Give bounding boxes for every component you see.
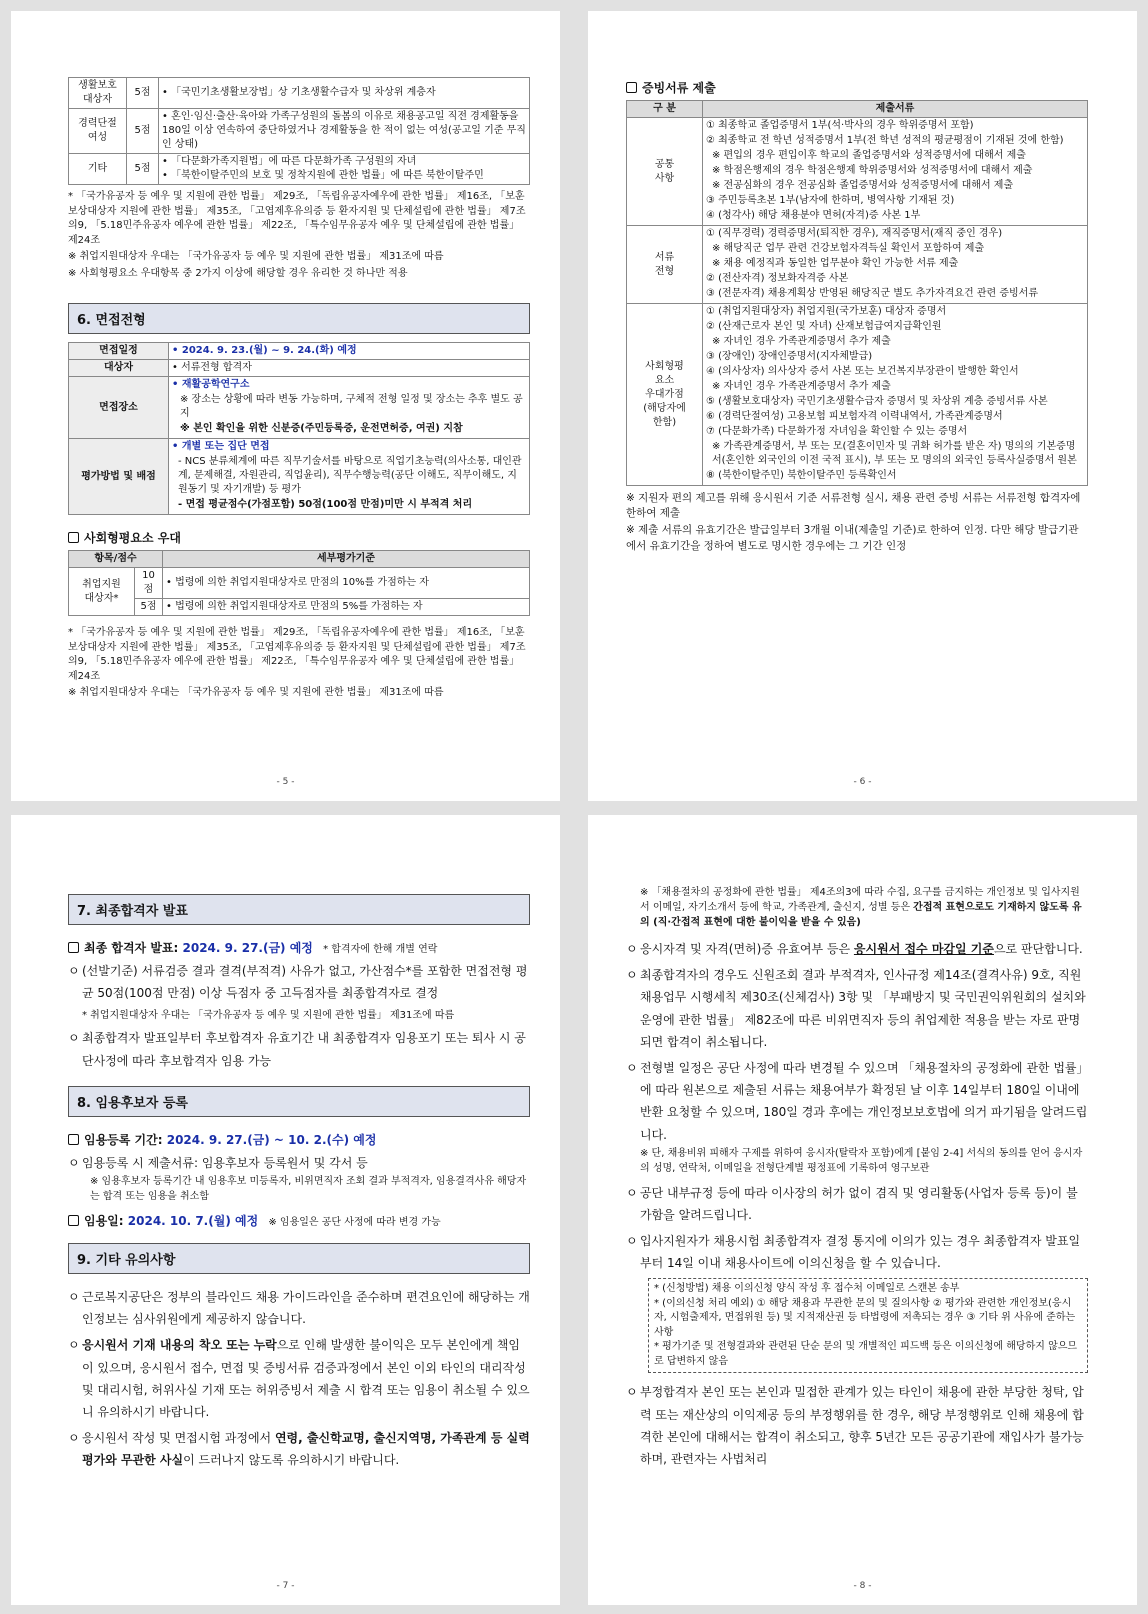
bullet-icon: ㅇ (626, 942, 638, 956)
page-number: - 7 - (276, 1581, 295, 1591)
doc-item: ② (전산자격) 정보화자격증 사본 (706, 273, 849, 284)
place-note: ※ 본인 확인을 위한 신분증(주민등록증, 운전면허증, 여권) 지참 (180, 423, 463, 434)
list-item: ㅇ 임용등록 시 제출서류: 임용후보자 등록원서 및 각서 등 (68, 1152, 530, 1174)
row-label: 평가방법 및 배점 (69, 439, 169, 515)
box-item: * (이의신청 처리 예외) ① 해당 채용과 무관한 문의 및 질의사항 ② 평가와 관련한 개인정보(응시자, 시험출제자, 면접위원 등) 및 지적재산권 등 타법령에 저촉되는 경우 ③ 기타 위 사유에 준하는 사항 (654, 1297, 1076, 1338)
table-header (69, 551, 530, 568)
row-label: 면접일정 (69, 343, 169, 360)
list-item: ㅇ 응시원서 기재 내용의 착오 또는 누락으로 인해 발생한 불이익은 모두 본인에게 책임이 있으며, 응시원서 접수, 면접 및 증빙서류 검증과정에서 본인 이외 타인의 대리작성 및 대리시험, 허위사실 기재 또는 허위증빙서 제출 시 합격 또는 임용이 취소될 수 있으니 유의하시기 바랍니다. (68, 1334, 530, 1423)
method-main: • 개별 또는 집단 면접 (172, 441, 270, 452)
note: * 「국가유공자 등 예우 및 지원에 관한 법률」 제29조, 「독립유공자예우에 관한 법률」 제16조, 「보훈보상대상자 지원에 관한 법률」 제35조, 「고엽제후유의증 등 환자지원 및 단체설립에 관한 법률」 제7조의9, 「5.18민주유공자 예우에 관한 법률」 제22조, 「특수임무유공자 예우 및 단체설립에 관한 법률」 제24조 (68, 191, 526, 246)
notes-1 (68, 190, 530, 281)
list-item: ㅇ 전형별 일정은 공단 사정에 따라 변경될 수 있으며 「채용절차의 공정화에 관한 법률」에 따라 원본으로 제출된 서류는 채용여부가 확정된 날 이후 14일부터 180일 이내에 반환 요청할 수 있으며, 180일 경과 후에는 개인정보보호법에 의거 파기됨을 알려드립니다. (626, 1057, 1088, 1146)
table-row (627, 118, 1088, 226)
row-points: 5점 (127, 78, 159, 109)
row-text: • 「국민기초생활보장법」상 기초생활수급자 및 차상위 계층자 (159, 78, 530, 109)
note: * 「국가유공자 등 예우 및 지원에 관한 법률」 제29조, 「독립유공자예우에 관한 법률」 제16조, 「보훈보상대상자 지원에 관한 법률」 제35조, 「고엽제후유의증 등 환자지원 및 단체설립에 관한 법률」 제7조의9, 「5.18민주유공자 예우에 관한 법률」 제22조, 「특수임무유공자 예우 및 단체설립에 관한 법률」 제24조 (68, 627, 526, 682)
table-row (627, 226, 1088, 304)
bullet-icon: ㅇ (626, 1234, 638, 1249)
table-row (69, 439, 530, 515)
header-cell: 세부평가기준 (163, 551, 530, 568)
list-item: ㅇ 응시자격 및 자격(면허)증 유효여부 등은 응시원서 접수 마감일 기준으로 판단합니다. (626, 938, 1088, 960)
doc-item: ⑧ (북한이탈주민) 북한이탈주민 등록확인서 (706, 470, 897, 481)
row-text: • 법령에 의한 취업지원대상자로 만점의 5%를 가점하는 자 (163, 599, 530, 616)
bullet-icon: ㅇ (626, 968, 638, 983)
doc-item: ※ 가족관계증명서, 부 또는 모(결혼이민자 및 귀화 허가를 받은 자) 명의의 기본증명서(혼인한 외국인의 이전 국적 표시), 부 또는 모 명의의 외국인 등록사실증명서 원본 (712, 441, 1077, 466)
doc-item: ⑥ (경력단절여성) 고용보험 피보험자격 이력내역서, 가족관계증명서 (706, 411, 1003, 422)
place-note: ※ 장소는 상황에 따라 변동 가능하며, 구체적 전형 일정 및 장소는 추후 별도 공지 (180, 394, 523, 419)
note: * 취업지원대상자 우대는 「국가유공자 등 예우 및 지원에 관한 법률」 제31조에 따름 (82, 1010, 455, 1022)
checkbox-icon (626, 82, 637, 93)
box-item: * 평가기준 및 전형결과와 관련된 단순 문의 및 개별적인 피드백 등은 이의신청에 해당하지 않으므로 답변하지 않음 (654, 1341, 1078, 1367)
final-note: * 합격자에 한해 개별 연락 (323, 944, 438, 955)
doc-item: ※ 해당직군 업무 관련 건강보험자격득실 확인서 포함하여 제출 (712, 243, 985, 254)
doc-item: ④ (의사상자) 의사상자 증서 사본 또는 보건복지부장관이 발행한 확인서 (706, 366, 1019, 377)
note: ※ 취업지원대상자 우대는 「국가유공자 등 예우 및 지원에 관한 법률」 제31조에 따름 (68, 687, 444, 698)
social-subtitle: 사회형평요소 우대 (68, 529, 530, 546)
section-title-7: 7. 최종합격자 발표 (68, 894, 530, 925)
bullet-icon: ㅇ (68, 1155, 80, 1170)
bullet-icon: ㅇ (626, 1385, 638, 1400)
note: ※ 지원자 편의 제고를 위해 응시원서 기준 서류전형 실시, 채용 관련 증빙 서류는 서류전형 합격자에 한하여 제출 (626, 492, 1081, 520)
note: ※ 단, 채용비위 피해자 구제를 위하여 응시자(탈락자 포함)에게 [붙임 2-4] 서식의 동의를 얻어 응시자의 성명, 연락처, 이메일을 전형단계별 평정표에 기록하여 영구보관 (640, 1147, 1083, 1174)
table-row (69, 568, 530, 599)
table-row (69, 109, 530, 154)
doc-item: ③ (장애인) 장애인증명서(지자체발급) (706, 351, 873, 362)
row-points: 5점 (127, 109, 159, 154)
final-date: 2024. 9. 27.(금) 예정 (182, 941, 313, 955)
section-title-6: 6. 면접전형 (68, 303, 530, 334)
checkbox-icon (68, 942, 79, 953)
evidence-title: 증빙서류 제출 (626, 79, 1088, 96)
doc-item: ※ 자녀인 경우 가족관계증명서 추가 제출 (712, 381, 891, 392)
table-row (69, 154, 530, 185)
list-item: ㅇ 응시원서 작성 및 면접시험 과정에서 연령, 출신학교명, 출신지역명, 가족관계 등 실력평가와 무관한 사실이 드러나지 않도록 유의하시기 바랍니다. (68, 1427, 530, 1471)
page-number: - 5 - (276, 777, 295, 787)
note: ※ 「채용절차의 공정화에 관한 법률」 제4조의3에 따라 수집, 요구를 금지하는 개인정보 및 입사지원서 이메일, 자기소개서 등에 학교, 가족관계, 출신지, 성별 등은 간접적 표현으로도 기재하지 않도록 유의 (직·간접적 표현에 대한 불이익을 받을 수 있음) (640, 887, 1082, 928)
header-cell: 제출서류 (703, 101, 1088, 118)
list-item: ㅇ (선발기준) 서류검증 결과 결격(부적격) 사유가 없고, 가산점수*를 포함한 면접전형 평균 50점(100점 만점) 이상 득점자 중 고득점자를 최종합격자로 결정 (68, 960, 530, 1004)
etc-list (68, 1286, 530, 1472)
doc-item: ⑤ (생활보호대상자) 국민기초생활수급자 증명서 및 차상위 계층 증빙서류 사본 (706, 396, 1048, 407)
section-title-8: 8. 임용후보자 등록 (68, 1086, 530, 1117)
bullet-icon: ㅇ (68, 1031, 80, 1046)
doc-item: ② 최종학교 전 학년 성적증명서 1부(전 학년 성적의 평균평점이 기재된 것에 한함) (706, 135, 1064, 146)
interview-method (169, 439, 530, 515)
notes-2 (68, 626, 530, 701)
row-label: 생활보호 대상자 (69, 78, 127, 109)
page-number: - 8 - (853, 1581, 872, 1591)
list-item: ㅇ 입사지원자가 채용시험 최종합격자 결정 통지에 이의가 있는 경우 최종합격자 발표일부터 14일 이내 채용사이트에 이의신청을 할 수 있습니다. (626, 1230, 1088, 1274)
list-item: ㅇ 최종합격자 발표일부터 후보합격자 유효기간 내 최종합격자 임용포기 또는 퇴사 시 공단사정에 따라 후보합격자 임용 가능 (68, 1027, 530, 1071)
table-row (69, 343, 530, 360)
table-row (69, 377, 530, 439)
row-points: 5점 (135, 599, 163, 616)
note: ※ 임용후보자 등록기간 내 임용후보 미등록자, 비위면직자 조회 결과 부적격자, 임용결격사유 해당자는 합격 또는 임용을 취소함 (90, 1175, 527, 1202)
box-item: * (신청방법) 채용 이의신청 양식 작성 후 접수처 이메일로 스캔본 송부 (654, 1283, 960, 1295)
social-equity-table (68, 550, 530, 616)
row-label: 경력단절 여성 (69, 109, 127, 154)
doc-item: ④ (청각사) 해당 채용분야 면허(자격)증 사본 1부 (706, 210, 921, 221)
row-label: 대상자 (69, 360, 169, 377)
bullet-icon: ㅇ (626, 1060, 638, 1075)
interview-target: • 서류전형 합격자 (169, 360, 530, 377)
evidence-notes (626, 491, 1088, 554)
row-text: • 「다문화가족지원법」에 따른 다문화가족 구성원의 자녀 • 「북한이탈주민의 보호 및 정착지원에 관한 법률」에 따른 북한이탈주민 (159, 154, 530, 185)
appointment-date: 임용일: 2024. 10. 7.(월) 예정 ※ 임용일은 공단 사정에 따라 변경 가능 (68, 1212, 530, 1229)
doc-item: ① (취업지원대상자) 취업지원(국가보훈) 대상자 증명서 (706, 306, 947, 317)
doc-item: ※ 자녀인 경우 가족관계증명서 추가 제출 (712, 336, 891, 347)
objection-box (648, 1278, 1088, 1373)
header-cell: 구 분 (627, 101, 703, 118)
row-label: 취업지원 대상자* (69, 568, 135, 616)
row-points: 5점 (127, 154, 159, 185)
list-item: ㅇ 근로복지공단은 정부의 블라인드 채용 가이드라인을 준수하며 편견요인에 해당하는 개인정보는 심사위원에게 제공하지 않습니다. (68, 1286, 530, 1330)
list-item: ㅇ 공단 내부규정 등에 따라 이사장의 허가 없이 겸직 및 영리활동(사업자 등록 등)이 불가함을 알려드립니다. (626, 1182, 1088, 1226)
section-title-9: 9. 기타 유의사항 (68, 1243, 530, 1274)
bullet-icon: ㅇ (68, 964, 80, 978)
page-7 (11, 815, 560, 1605)
social-equity-table-top (68, 77, 530, 185)
interview-date: • 2024. 9. 23.(월) ~ 9. 24.(화) 예정 (169, 343, 530, 360)
row-label: 면접장소 (69, 377, 169, 439)
doc-item: ※ 편입의 경우 편입이후 학교의 졸업증명서와 성적증명서에 대해서 제출 (712, 150, 1026, 161)
list-item: ㅇ 부정합격자 본인 또는 본인과 밀접한 관계가 있는 타인이 채용에 관한 부당한 청탁, 압력 또는 재산상의 이익제공 등의 부정행위를 한 경우, 해당 부정행위로 인해 채용에 합격한 본인에 대해서는 합격이 취소되고, 향후 5년간 모든 공공기관에 재입사가 불가능하며, 관련자는 사법처리 (626, 1381, 1088, 1470)
checkbox-icon (68, 1134, 79, 1145)
note: ※ 제출 서류의 유효기간은 발급일부터 3개월 이내(제출일 기준)로 한하여 인정. 다만 해당 발급기관에서 유효기간을 정하여 별도로 명시한 경우에는 그 기간 인정 (626, 524, 1079, 552)
checkbox-icon (68, 532, 79, 543)
doc-item: ③ 주민등록초본 1부(남자에 한하며, 병역사항 기재된 것) (706, 195, 955, 206)
row-label: 공통 사항 (627, 118, 703, 226)
bullet-icon: ㅇ (68, 1338, 80, 1353)
bullet-icon: ㅇ (68, 1431, 80, 1446)
note: ※ 사회형평요소 우대항목 중 2가지 이상에 해당할 경우 유리한 것 하나만 적용 (68, 267, 408, 279)
bullet-icon: ㅇ (626, 1185, 638, 1200)
interview-table (68, 342, 530, 515)
table-row (627, 304, 1088, 486)
page-5 (11, 11, 560, 801)
row-label: 서류 전형 (627, 226, 703, 304)
checkbox-icon (68, 1215, 79, 1226)
appoint-date: 2024. 10. 7.(월) 예정 (127, 1213, 259, 1228)
doc-item: ※ 채용 예정직과 동일한 업무분야 확인 가능한 서류 제출 (712, 258, 959, 269)
method-item: - 면접 평균점수(가점포함) 50점(100점 만점)미만 시 부적격 처리 (178, 499, 473, 510)
row-text: • 혼인·임신·출산·육아와 가족구성원의 돌봄의 이유로 채용공고일 직전 경제활동을 180일 이상 연속하여 중단하였거나 경제활동을 한 적이 없는 여성(공고일 기준 무직인 상태) (159, 109, 530, 154)
doc-item: ① (직무경력) 경력증명서(퇴직한 경우), 재직증명서(재직 중인 경우) (706, 228, 1003, 239)
bullet-icon: ㅇ (68, 1289, 80, 1304)
row-points: 10점 (135, 568, 163, 599)
page-number: - 6 - (853, 777, 872, 787)
table-row (69, 360, 530, 377)
doc-item: ※ 학점은행제의 경우 학점은행제 학위증명서와 성적증명서에 대해서 제출 (712, 165, 1033, 176)
header-cell: 항목/점수 (69, 551, 163, 568)
table-row (69, 599, 530, 616)
row-text: • 법령에 의한 취업지원대상자로 만점의 10%를 가점하는 자 (163, 568, 530, 599)
place-main: • 재활공학연구소 (172, 379, 250, 390)
doc-item: ※ 전공심화의 경우 전공심화 졸업증명서와 성적증명서에 대해서 제출 (712, 180, 1014, 191)
doc-item: ⑦ (다문화가족) 다문화가정 자녀임을 확인할 수 있는 증명서 (706, 426, 968, 437)
evidence-table (626, 100, 1088, 486)
method-item: - NCS 분류체계에 따른 직무기술서를 바탕으로 직업기초능력(의사소통, 대인관계, 문제해결, 자원관리, 직업윤리), 직무수행능력(공단 이해도, 직무이해도, 지원동기 및 자기개발) 등 평가 (178, 456, 522, 495)
table-header (627, 101, 1088, 118)
social-docs (703, 304, 1088, 486)
final-announce: 최종 합격자 발표: 2024. 9. 27.(금) 예정 * 합격자에 한해 개별 연락 (68, 939, 530, 956)
table-row (69, 78, 530, 109)
row-label: 기타 (69, 154, 127, 185)
registration-date: 2024. 9. 27.(금) ~ 10. 2.(수) 예정 (166, 1132, 377, 1147)
doc-item: ① 최종학교 졸업증명서 1부(석·박사의 경우 학위증명서 포함) (706, 120, 974, 131)
note: ※ 취업지원대상자 우대는 「국가유공자 등 예우 및 지원에 관한 법률」 제31조에 따름 (68, 251, 444, 262)
appoint-note: ※ 임용일은 공단 사정에 따라 변경 가능 (268, 1216, 441, 1228)
doc-item: ② (산재근로자 본인 및 자녀) 산재보험급여지급확인원 (706, 321, 942, 332)
common-docs (703, 118, 1088, 226)
doc-item: ③ (전문자격) 채용계획상 반영된 해당직군 별도 추가자격요건 관련 증빙서류 (706, 288, 1038, 299)
document-docs (703, 226, 1088, 304)
page-6 (588, 11, 1137, 801)
row-label: 사회형평 요소 우대가점 (해당자에 한함) (627, 304, 703, 486)
page-8 (588, 815, 1137, 1605)
list-item: ㅇ 최종합격자의 경우도 신원조회 결과 부적격자, 인사규정 제14조(결격사유) 9호, 직원 채용업무 시행세칙 제30조(신체검사) 3항 및 「부패방지 및 국민권익위원회의 설치와 운영에 관한 법률」 제82조에 따른 비위면직자 등의 취업제한 적용을 받는 자로 판명되면 합격이 취소됩니다. (626, 964, 1088, 1053)
registration-period: 임용등록 기간: 2024. 9. 27.(금) ~ 10. 2.(수) 예정 (68, 1131, 530, 1148)
interview-place (169, 377, 530, 439)
